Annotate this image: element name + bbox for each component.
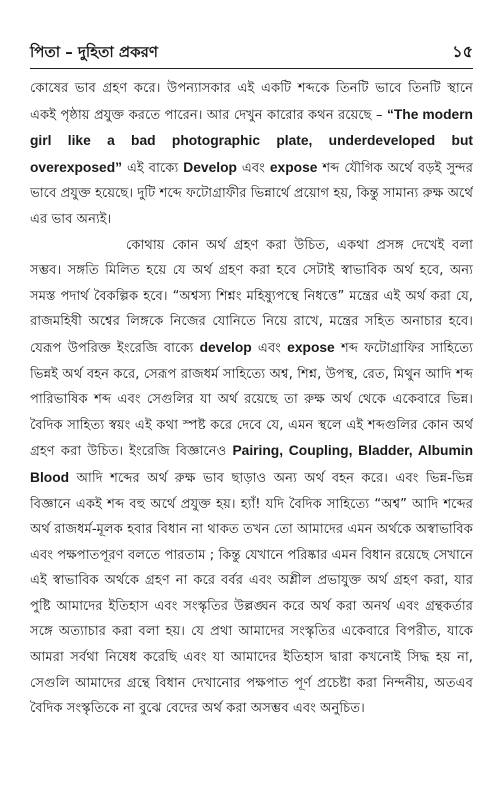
bengali-text: শব্দ ফটোগ্রাফির সাহিত্যে ভিন্নই অর্থ বহন করে, সেরূপ রাজধর্ম সাহিত্যে অশ্ব, শিশ্ন, উপস্থ, রেত, মিথুন আদি শব্দ পারিভাষিক শব্দ এবং সেগুলির যা অর্থ রয়েছে তা রুক্ষ অর্থ থেকে একেবারে ভিন্ন। বৈদিক সাহিত্য স্বয়ং এই কথা স্পষ্ট করে দেবে যে, এমন স্থলে এই শব্দগুলির কোন অর্থ গ্রহণ করা উচিত। ইংরেজি বিজ্ঞানেও xyxy=(30,340,473,460)
english-phrase: “The modern girl like a bad photographic plate, underdeveloped but overexposed” xyxy=(30,106,473,175)
paragraph-2 xyxy=(30,233,473,722)
bengali-text: আদি শব্দের অর্থ রুক্ষ ভাব ছাড়াও অন্য অর্থ বহন করে। এবং ভিন্ন-ভিন্ন বিজ্ঞানে একই শব্দ বহু অর্থে প্রযুক্ত হয়। হ্যাঁ! যদি বৈদিক সাহিত্যে “অশ্ব” আদি শব্দের অর্থ রাজধর্ম-মূলক হবার বিধান না থাকত তখন তো আমাদের এমন অর্থকে অস্বাভাবিক এবং পক্ষপাতপূরণ বলতে পারতাম ; কিন্তু যেখানে পরিষ্কার এমন বিধান রয়েছে সেখানে এই স্বাভাবিক অর্থকে গ্রহণ না করে বর্বর এবং অশ্লীল প্রভাযুক্ত অর্থ গ্রহণ করা, যার পুষ্টি আমাদের ইতিহাস এবং সংস্কৃতির উল্লঙ্ঘন করে অর্থ করা অনর্থ এবং গ্রন্থকর্তার সঙ্গে অত্যাচার করা বলা হয়। যে প্রথা আমাদের সংস্কৃতির একেবারে বিপরীত, যাকে আমরা সর্বথা নিষেধ করেছি এবং যা আমাদের ইতিহাস দ্বারা কখনোই সিদ্ধ হয় না, সেগুলি আমাদের গ্রন্থে বিধান দেখানোর পক্ষপাত পূর্ণ প্রচেষ্টা করা নিন্দনীয়, অতএব বৈদিক সংস্কৃতিকে না বুঝে বেদের অর্থ করা অসম্ভব এবং অনুচিত। xyxy=(30,470,473,717)
bengali-text: এবং xyxy=(236,160,270,176)
english-phrase: expose xyxy=(269,159,318,175)
bengali-text: কোষের ভাব গ্রহণ করে। উপন্যাসকার এই একটি শব্দকে তিনটি ভাবে তিনটি স্থানে একই পৃষ্ঠায় প্রযুক্ত করতে পারেন। আর দেখুন কারোর কথন রয়েছে – xyxy=(30,81,473,123)
paragraph-1 xyxy=(30,76,473,233)
page-number: ১৫ xyxy=(452,42,473,61)
page-body xyxy=(30,76,473,772)
english-phrase: Develop xyxy=(183,159,237,175)
bengali-text: কোথায় কোন অর্থ গ্রহণ করা উচিত, একথা প্রসঙ্গ দেখেই বলা সম্ভব। সঙ্গতি মিলিত হয়ে যে অর্থ গ্রহণ করা হবে সেটাই স্বাভাবিক অর্থ হবে, অন্য সমস্ত পদার্থ বৈকল্পিক হবে। “অশ্বস্য শিশ্নং মহিষ্যুপস্থে নিধত্তে” মন্ত্রের এই অর্থ করা যে, রাজমহিষী অশ্বের লিঙ্গকে নিজের যোনিতে নিয়ে রাখে, মন্ত্রের সহিত অনাচার হবে। যেরূপ উপরিক্ত ইংরেজি বাক্যে xyxy=(30,237,473,356)
bengali-text: এবং xyxy=(251,340,288,356)
bengali-text: শব্দ যৌগিক অর্থে বড়ই সুন্দর ভাবে প্রযুক্ত হয়েছে। দুটি শব্দে ফটোগ্রাফীর ভিন্নার্থে প্রয়োগ হয়, কিন্তু সামান্য রুক্ষ অর্থে এর ভাব অন্যই। xyxy=(30,160,473,227)
bengali-text: এই বাক্যে xyxy=(122,160,184,176)
english-phrase: expose xyxy=(287,339,335,355)
running-header xyxy=(30,40,473,69)
running-title: পিতা – দুহিতা প্রকরণ xyxy=(30,43,158,61)
english-phrase: Pairing, Coupling, Bladder, Albumin Blood xyxy=(30,443,473,485)
english-phrase: develop xyxy=(199,339,252,355)
